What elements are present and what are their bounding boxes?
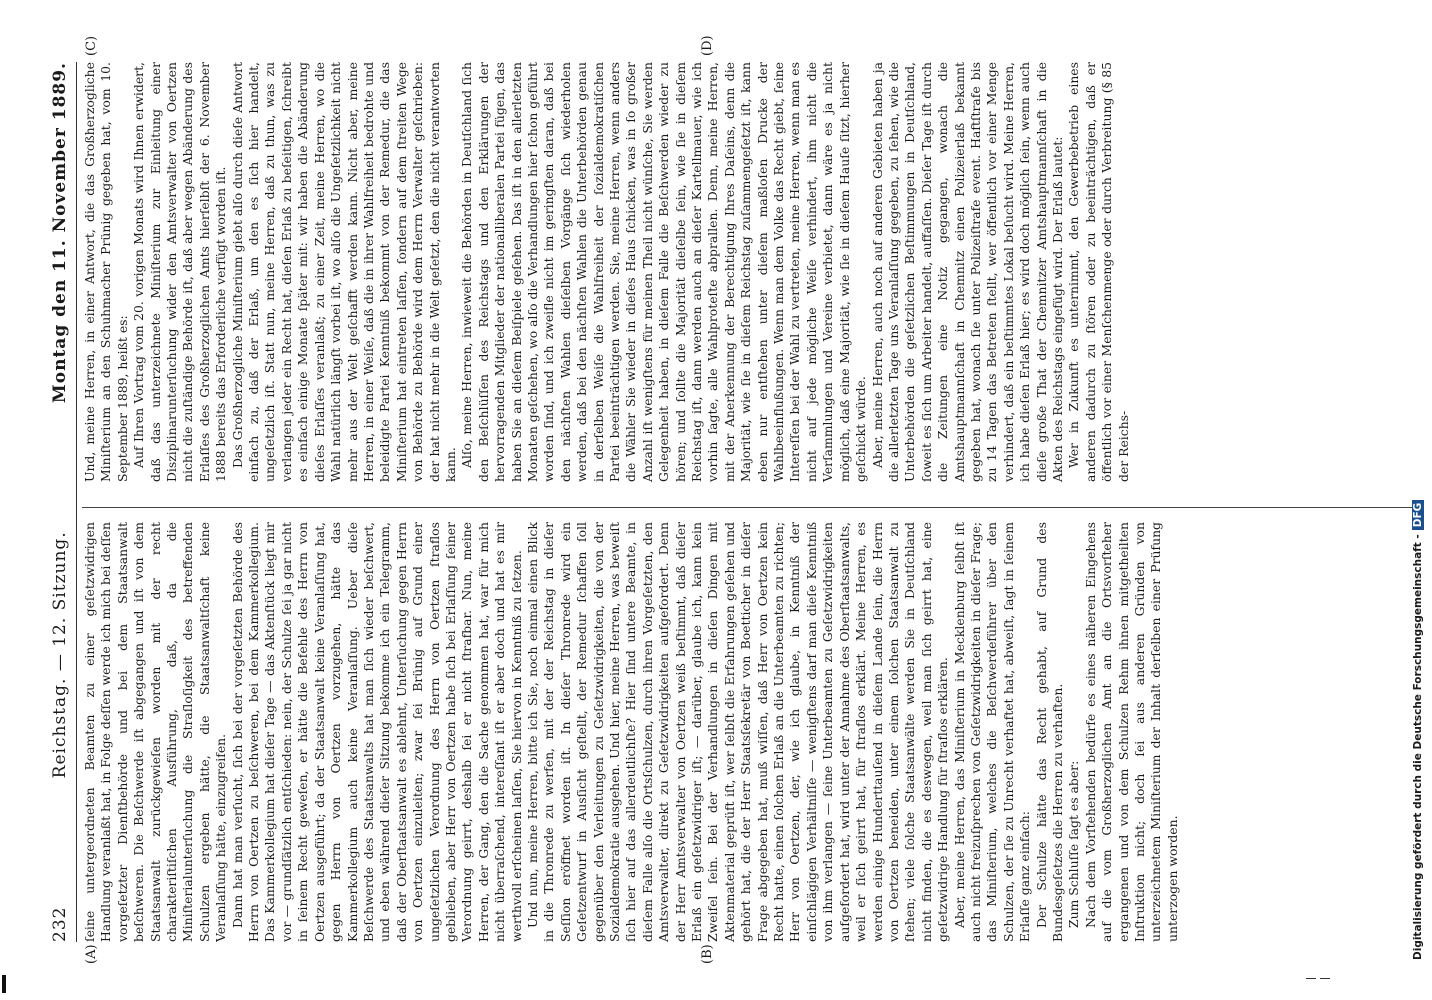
margin-marker-d: (D) xyxy=(700,35,715,56)
column-divider xyxy=(82,507,1412,508)
right-column xyxy=(82,62,1132,482)
header-rule xyxy=(76,62,77,942)
page-header xyxy=(48,62,72,942)
scan-dash xyxy=(1320,978,1330,979)
session-date: Montag den 11. November 1889. xyxy=(50,62,70,404)
scan-edge-mark xyxy=(2,975,6,993)
paragraph: Das Großherzogliche Miniſterium giebt alſo durch dieſe Antwort einfach zu, daß der Erlaß, um den es ſich hier handelt, ungeſetzlich iſt. Statt nun, meine Herren, daß zu thun, was zu verlangen jeder ein Recht hat, dieſen Erlaß zu beſeitigen, ſchreibt es einfach einige Monate ſpäter mit: wir haben die Abänderung dieſes Erlaſſes veranlaßt; zu einer Zeit, meine Herren, wo die Wahl natürlich längſt vorbei iſt, wo alſo die Ungeſetzlichkeit nicht mehr aus der Welt geſchafft werden kann. Nicht aber, meine Herren, in einer Weiſe, daß die in ihrer Wahlfreiheit bedrohte und beleidigte Partei Kenntniß bekommt von der Remedur, die das Miniſterium hat eintreten laſſen, ſondern auf dem ſtreiten Wege von Behörde zu Behörde wird dem Herrn Verwalter geſchrieben: der hat nicht mehr in die Welt geſetzt, den die nicht verantworten kann. xyxy=(229,62,458,482)
credit-text: Digitalisierung gefördert durch die Deutsche Forschungsgemeinschaft - xyxy=(1412,534,1424,960)
margin-marker-c: (C) xyxy=(84,35,99,56)
dfg-logo: DFG xyxy=(1412,500,1424,531)
paragraph: Alſo, meine Herren, inwieweit die Behörden in Deutſchland ſich den Beſchlüſſen des Reichstags und den Erklärungen der hervorragenden Mitglieder der nationalliberalen Partei fügen, das haben Sie an dieſem Beiſpiele geſehen. Das iſt in den allerletzten Monaten geſchehen, wo alſo die Verhandlungen hier ſchon geführt worden ſind, und ich zweifle nicht im geringſten daran, daß bei den nächſten Wahlen dieſelben Vorgänge ſich wiederholen werden, daß bei den nächſten Wahlen die Unterbehörden genau in derſelben Weiſe die Wahlfreiheit der ſozialdemokratiſchen Partei beeinträchtigen werden. Sie, meine Herren, wenn anders die Wähler Sie wieder in dieſes Haus ſchicken, was in ſo großer Anzahl iſt wenigſtens für meinen Theil nicht wünſche, Sie werden Gelegenheit haben, in dieſem Falle die Beſchwerden wieder zu hören; und ſollte die Majorität dieſelbe ſein, wie ſie in dieſem Reichstag iſt, dann werden auch an dieſer Kartellmauer, wie ich vorhin ſagte, alle Wahlproteſte abprallen. Denn, meine Herren, mit der Anerkennung der Berechtigung Ihres Daſeins, denn die Majorität, wie ſie in dieſem Reichstag zuſammengeſetzt iſt, kann eben nur entſtehen unter dieſem maßloſen Drucke der Wahlbeeinflußungen. Wenn man dem Volke das Recht giebt, ſeine Intereſſen bei der Wahl zu vertreten, meine Herren, wenn man es nicht auf jede mögliche Weiſe verhindert, ihm nicht die Verſammlungen und Vereine verbietet, dann wäre es ja nicht möglich, daß eine Majorität, wie ſie in dieſem Hauſe ſitzt, hierher geſchickt würde. xyxy=(459,62,869,482)
quote: Nach dem Vorſtehenden bedürfe es eines näheren Eingehens auf die vom Großherzoglichen Amt an die Ortsvorſteher ergangenen und von dem Schulzen Rehm ihnen mitgetheilten Inſtruktion nicht; doch ſei aus anderen Gründen von unterzeichnetem Miniſterium der Inhalt derſelben einer Prüfung unterzogen worden. xyxy=(1082,522,1180,942)
quote: Der Schulze hätte das Recht gehabt, auf Grund des Bundesgeſetzes die Herren zu verhaften. xyxy=(1033,522,1065,942)
quote: Auf Ihren Vortrag vom 20. vorigen Monats wird Ihnen erwidert, daß das unterzeichnete Miniſterium zur Einleitung einer Disziplinarunterſuchung wider den Amtsverwalter von Oertzen nicht die zuſtändige Behörde iſt, daß aber wegen Abänderung des Erlaſſes des Großherzoglichen Amts hierſelbſt der 6. November 1888 bereits das Erforderliche verfügt worden iſt. xyxy=(131,62,229,482)
margin-marker-a: (A) xyxy=(84,944,99,964)
scan-dash xyxy=(1306,978,1316,979)
margin-marker-b: (B) xyxy=(700,944,715,964)
page-number: 232 xyxy=(50,906,70,942)
paragraph: Dann hat man verſucht, ſich bei der vorgeſetzten Behörde des Herrn von Oertzen zu beſchweren, bei dem Kammerkollegium. Das Kammerkollegium hat dieſer Tage — das Aktenſtück liegt mir vor — grundſätzlich entſchieden: nein, der Schulze ſei ja gar nicht in ſeinem Recht geweſen, er hätte die Befehle des Herrn von Oertzen ausgeführt; da der Staatsanwalt keine Veranlaſſung hat, gegen Herrn von Oertzen vorzugehen, hätte das Kammerkollegium auch keine Veranlaſſung. Ueber dieſe Beſchwerde des Staatsanwalts hat man ſich wieder beſchwert, und eben während dieſer Sitzung bekomme ich ein Telegramm, daß der Oberſtaatsanwalt es ablehnt, Unterſuchung gegen Herrn von Oertzen einzuleiten; zwar ſei Brünig auf Grund einer ungeſetzlichen Verordnung des Herrn von Oertzen ſtraflos geblieben, aber Herr von Oertzen habe ſich bei Erlaſſung ſeiner Verordnung geirrt, deshalb ſei er nicht ſtrafbar. Nun, meine Herren, der Gang, den die Sache genommen hat, war für mich nicht überraſchend, intereſſant iſt er aber doch und hat es mir werthvoll erſcheinen laſſen, Sie hiervon in Kenntniß zu ſetzen. xyxy=(229,522,524,942)
paragraph: Zum Schluſſe ſagt es aber: xyxy=(1066,760,1082,928)
left-column xyxy=(82,522,1181,942)
paragraph: Und, meine Herren, in einer Antwort, die das Großherzogliche Miniſterium an den Schuhmacher Prünig gegeben hat, vom 10. September 1889, heißt es: xyxy=(82,62,130,482)
quote: Wer in Zukunft es unternimmt, den Gewerbebetrieb eines anderen dadurch zu ſtören oder zu beeinträchtigen, daß er öffentlich vor einer Menſchenmenge oder durch Verbreitung (§ 85 der Reichs- xyxy=(1066,62,1131,482)
paragraph: ſeine untergeordneten Beamten zu einer geſetzwidrigen Handlung veranlaßt hat, in Folge deſſen werde ich mich bei deſſen vorgeſetzter Dienſtbehörde und bei dem Staatsanwalt beſchweren. Die Beſchwerde iſt abgegangen und iſt von dem Staatsanwalt zurückgewieſen worden mit der recht charakteriſtiſchen Ausführung, daß, da die Miniſterialunterſuchung die Straſloſigkeit des betreffenden Schulzen ergeben hätte, die Staatsanwaltſchaft keine Veranlaſſung hätte, einzugreifen. xyxy=(82,522,229,942)
digitization-credit xyxy=(1412,360,1426,960)
paragraph: Aber, meine Herren, auch noch auf anderen Gebieten haben ja die allerletzten Tage uns Veranlaſſung gegeben, zu ſehen, wie die Unterbehörden die geſetzlichen Beſtimmungen in Deutſchland, ſoweit es ſich um Arbeiter handelt, auffaſſen. Dieſer Tage iſt durch die Zeitungen eine Notiz gegangen, wonach die Amtshauptmannſchaft in Chemnitz einen Polizeierlaß bekannt gegeben hat, wonach ſie unter Polizeiſtrafe event. Haftſtrafe bis zu 14 Tagen das Betreten ſtellt, wer öffentlich vor einer Menge verhindert, daß ein beſtimmtes Lokal beſucht wird. Meine Herren, ich habe dieſen Erlaß hier; es wird doch möglich ſein, wenn auch dieſe große That der Chemnitzer Amtshauptmannſchaft in die Akten des Reichstags eingefügt wird. Der Erlaß lautet: xyxy=(869,62,1065,482)
session-title: Reichstag. — 12. Sitzung. xyxy=(50,531,70,779)
paragraph: Und nun, meine Herren, bitte ich Sie, noch einmal einen Blick in die Thronrede zu werfen, mit der der Reichstag in dieſer Seſſion eröffnet worden iſt. In dieſer Thronrede wird ein Geſetzentwurf in Ausſicht geſtellt, der Remedur ſchaffen ſoll gegenüber den Verleitungen zu Geſetzwidrigkeiten, die von der Sozialdemokratie ausgehen. Und hier, meine Herren, was beweiſt ſich hier auf das allerdeutlichſte? Hier ſind untere Beamte, in dieſem Falle alſo die Ortsſchulzen, durch ihren Vorgeſetzten, den Amtsverwalter, direkt zu Geſetzwidrigkeiten aufgefordert. Denn der Herr Amtsverwalter von Oertzen weiß beſtimmt, daß dieſer Erlaß ein geſetzwidriger iſt; — darüber, glaube ich, kann kein Zweifel ſein. Bei der Verhandlungen in dieſen Dingen mit Aktenmaterial geprüft iſt, wer ſelbſt die Erfahrungen geſehen und gehört hat, die der Herr Staatsſekretär von Boetticher in dieſer Frage abgegeben hat, muß wiſſen, daß Herr von Oertzen kein Recht hatte, einen ſolchen Erlaß an die Unterbeamten zu richten; Herr von Oertzen, der, wie ich glaube, in Kenntniß der einſchlägigen Verhältniſſe — wenigſtens darf man dieſe Kenntniß von ihm verlangen — ſeine Unterbeamten zu Geſetzwidrigkeiten aufgefordert hat, wird unter der Annahme des Oberſtaatsanwalts, weil er ſich geirrt hat, für ſtraflos erklärt. Meine Herren, es werden einige Hunderttauſend in dieſem Lande ſein, die Herrn von Oertzen beneiden, unter einem ſolchen Staatsanwalt zu ſtehen; viele ſolche Staatsanwälte werden Sie in Deutſchland nicht finden, die es deswegen, weil man ſich geirrt hat, eine geſetzwidrige Handlung für ſtraflos erklären. xyxy=(524,522,951,942)
paragraph: Aber, meine Herren, das Miniſterium in Mecklenburg ſelbſt iſt auch nicht freizuſprechen von Geſetzwidrigkeiten in dieſer Frage; das Miniſterium, welches die Beſchwerdeführer über den Schulzen, der ſie zu Unrecht verhaftet hat, abweiſt, ſagt in ſeinem Erlaſſe ganz einfach: xyxy=(951,522,1033,942)
